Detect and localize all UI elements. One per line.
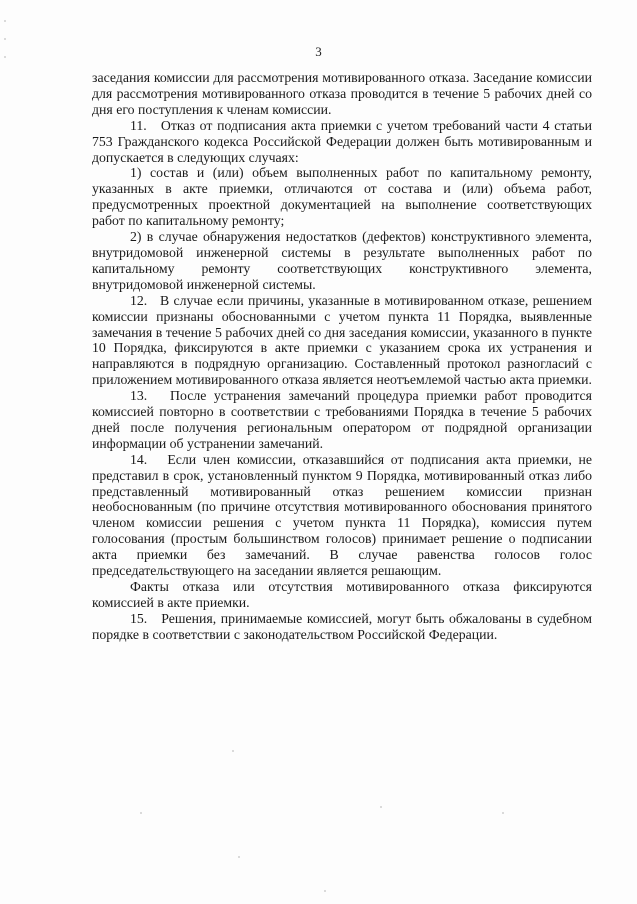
- scan-speck: [4, 56, 6, 58]
- scan-speck: [502, 812, 504, 814]
- paragraph-item-13: 13. После устранения замечаний процедура приемки работ проводится комиссией повторно в соответствии с требованиями Порядка в течение 5 рабочих дней после получения региональным оператором от подрядной организации информации об устранении замечаний.: [92, 388, 592, 451]
- paragraph-item-14-facts: Факты отказа или отсутствия мотивированного отказа фиксируются комиссией в акте приемки.: [92, 579, 592, 610]
- paragraph-item-15: 15. Решения, принимаемые комиссией, могут быть обжалованы в судебном порядке в соответствии с законодательством Российской Федерации.: [92, 610, 592, 642]
- scan-speck: [4, 38, 6, 40]
- scan-speck: [140, 812, 142, 814]
- scan-speck: [380, 806, 382, 808]
- scan-speck: [324, 890, 326, 892]
- scan-speck: [4, 20, 6, 22]
- page-number: 3: [315, 44, 322, 59]
- paragraph-item-14: 14. Если член комиссии, отказавшийся от подписания акта приемки, не представил в срок, установленный пунктом 9 Порядка, мотивированный отказ либо представленный мотивированный отказ решением комиссии признан необоснованным (по причине отсутствия мотивированного обоснования принятого членом комиссии решения с учетом пункта 11 Порядка), комиссия путем голосования (простым большинством голосов) принимает решение о подписании акта приемки без замечаний. В случае равенства голосов голос председательствующего на заседании является решающим.: [92, 451, 592, 579]
- scan-speck: [232, 750, 234, 752]
- document-body: [92, 70, 592, 643]
- paragraph-continuation: заседания комиссии для рассмотрения мотивированного отказа. Заседание комиссии для рассмотрения мотивированного отказа проводится в течение 5 рабочих дней со дня его поступления к членам комиссии.: [92, 70, 592, 117]
- paragraph-item-11: 11. Отказ от подписания акта приемки с учетом требований части 4 статьи 753 Гражданского кодекса Российской Федерации должен быть мотивированным и допускается в следующих случаях:: [92, 117, 592, 165]
- paragraph-item-11-subitem-1: 1) состав и (или) объем выполненных работ по капитальному ремонту, указанных в акте приемки, отличаются от состава и (или) объема работ, предусмотренных проектной документацией на выполнение соответствующих работ по капитальному ремонту;: [92, 165, 592, 229]
- paragraph-item-11-subitem-2: 2) в случае обнаружения недостатков (дефектов) конструктивного элемента, внутридомовой инженерной системы в результате выполненных работ по капитальному ремонту соответствующих конструктивного элемента, внутридомовой инженерной системы.: [92, 229, 592, 292]
- paragraph-item-12: 12. В случае если причины, указанные в мотивированном отказе, решением комиссии признаны обоснованными с учетом пункта 11 Порядка, выявленные замечания в течение 5 рабочих дней со дня заседания комиссии, указанного в пункте 10 Порядка, фиксируются в акте приемки с указанием срока их устранения и направляются в подрядную организацию. Составленный протокол разногласий с приложением мотивированного отказа является неотъемлемой частью акта приемки.: [92, 292, 592, 388]
- scan-speck: [238, 856, 240, 858]
